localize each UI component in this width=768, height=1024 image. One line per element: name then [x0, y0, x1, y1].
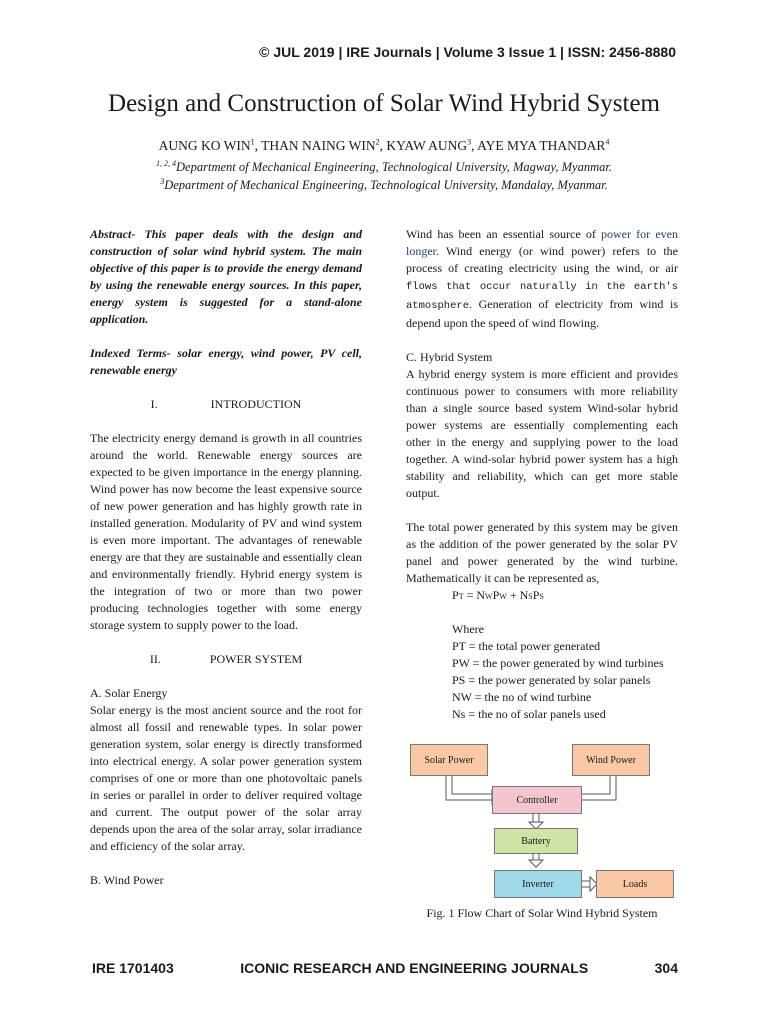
affiliation — [0, 178, 768, 193]
eq-symbol: + N — [506, 588, 529, 602]
affiliation — [0, 160, 768, 175]
wind-text: . Wind energy (or wind power) refers to the process of creating electricity using the wind, or air — [406, 244, 678, 275]
footer-journal: ICONIC RESEARCH AND ENGINEERING JOURNALS — [240, 960, 589, 976]
author-sup: 1 — [250, 137, 255, 147]
paper-title: Design and Construction of Solar Wind Hybrid System — [108, 90, 660, 117]
flow-chart — [406, 738, 678, 902]
power-equation — [406, 587, 678, 604]
author-separator: , — [379, 138, 387, 153]
author-separator: , — [471, 138, 478, 153]
variable-definition: PT = the total power generated — [452, 639, 601, 653]
index-terms: Indexed Terms- solar energy, wind power, PV cell, renewable energy — [90, 346, 362, 377]
affiliation-text: Department of Mechanical Engineering, Technological University, Mandalay, Myanmar. — [164, 178, 608, 192]
wind-power-box: Wind Power — [572, 744, 650, 776]
author-name: AUNG KO WIN — [158, 138, 251, 153]
section-number: II. — [149, 652, 161, 666]
left-column — [90, 226, 362, 889]
author-name: AYE MYA THANDAR — [477, 138, 606, 153]
variable-definition: NW = the no of wind turbine — [452, 690, 592, 704]
subsection-heading-wind: B. Wind Power — [90, 873, 164, 887]
right-column — [406, 226, 678, 723]
section-title: POWER SYSTEM — [209, 652, 303, 666]
affiliation-sup: 1, 2, 4 — [156, 158, 177, 168]
page-number: 304 — [654, 960, 678, 976]
subsection-heading-hybrid: C. Hybrid System — [406, 350, 493, 364]
variable-definition: Ns = the no of solar panels used — [452, 707, 606, 721]
loads-box: Loads — [596, 870, 674, 898]
page-footer — [92, 960, 678, 976]
author-name: THAN NAING WIN — [261, 138, 376, 153]
wind-highlight-text: flows that occur naturally in the earth's atmosphere — [406, 281, 678, 312]
solar-energy-paragraph: Solar energy is the most ancient source and the root for almost all fossil and renewable types. In solar power generation system, solar energy is directly transformed into electrical energy. A solar power generation system comprises of one or more than one photovoltaic panels in series or parallel in order to deliver required voltage and current. The output power of the solar array depends upon the area of the solar array, solar irradiance and efficiency of the solar array. — [90, 703, 362, 853]
author-name: KYAW AUNG — [386, 138, 468, 153]
eq-subscript: S — [528, 592, 533, 601]
eq-subscript: W — [499, 592, 507, 601]
figure-caption: Fig. 1 Flow Chart of Solar Wind Hybrid System — [426, 906, 658, 920]
controller-box: Controller — [492, 786, 582, 814]
author-sup: 4 — [605, 137, 610, 147]
affiliation-text: Department of Mechanical Engineering, Technological University, Magway, Myanmar. — [176, 160, 612, 174]
solar-power-box: Solar Power — [410, 744, 488, 776]
section-title: INTRODUCTION — [210, 397, 302, 411]
wind-text: . Generation of electricity from wind is depend upon the speed of wind flowing. — [406, 297, 678, 330]
affiliation-sup: 3 — [160, 176, 165, 186]
eq-subscript: W — [485, 592, 493, 601]
where-label: Where — [452, 622, 484, 636]
subsection-heading-solar: A. Solar Energy — [90, 686, 168, 700]
journal-header: © JUL 2019 | IRE Journals | Volume 3 Issue 1 | ISSN: 2456-8880 — [259, 44, 676, 60]
variable-definition: PW = the power generated by wind turbines — [452, 656, 664, 670]
total-power-paragraph: The total power generated by this system may be given as the addition of the power generated by the solar PV panel and power generated by the wind turbine. Mathematically it can be represented as, — [406, 520, 678, 585]
eq-subscript: S — [539, 592, 544, 601]
variable-definition: PS = the power generated by solar panels — [452, 673, 651, 687]
battery-box: Battery — [494, 828, 578, 854]
wind-highlight-text: power for even longer — [406, 227, 678, 258]
author-sup: 3 — [467, 137, 472, 147]
eq-symbol: P — [532, 588, 540, 602]
footer-id: IRE 1701403 — [92, 960, 174, 976]
author-list — [0, 138, 768, 154]
inverter-box: Inverter — [494, 870, 582, 898]
author-separator: , — [254, 138, 262, 153]
section-heading-power-system — [90, 651, 362, 668]
eq-subscript: T — [458, 592, 464, 601]
eq-symbol: = N — [463, 588, 486, 602]
abstract: Abstract- This paper deals with the design and construction of solar wind hybrid system. The main objective of this paper is to provide the energy demand by using the renewable energy sources. In this paper, energy system is suggested for a stand-alone application. — [90, 227, 362, 326]
wind-power-paragraph — [406, 226, 678, 332]
introduction-paragraph: The electricity energy demand is growth in all countries around the world. Renewable energy sources are expected to be given importance in the energy planning. Wind power has now become the least expensive source of new power generation and has highly growth rate in installed generation. Modularity of PV and wind system is even more important. The advantages of renewable energy are that they are sustainable and essentially clean and environmentally friendly. Hybrid energy system is the integration of two or more than two power producing technologies together with some energy storage system to supply power to the load. — [90, 431, 362, 632]
hybrid-system-paragraph: A hybrid energy system is more efficient and provides continuous power to consumers with more reliability than a single source based system Wind-solar hybrid power systems are essentially complementing each other in the energy and supplying power to the load together. A wind-solar hybrid power system has a high stability and reliability, which can get more stable output. — [406, 367, 678, 500]
author-sup: 2 — [375, 137, 380, 147]
eq-symbol: P — [452, 588, 459, 602]
eq-symbol: P — [492, 588, 500, 602]
wind-text: Wind has been an essential source of — [406, 227, 602, 241]
section-heading-introduction — [90, 396, 362, 413]
section-number: I. — [150, 397, 158, 411]
